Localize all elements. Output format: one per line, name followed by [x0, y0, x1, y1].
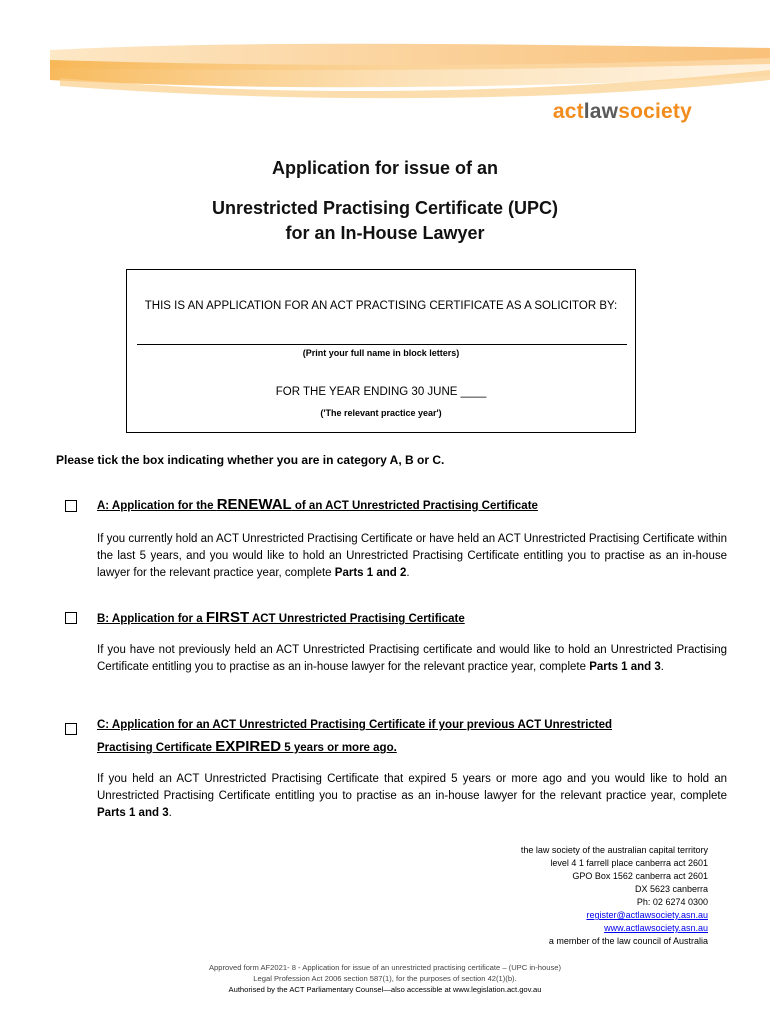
category-c-checkbox[interactable] — [65, 723, 77, 735]
email-link[interactable]: register@actlawsociety.asn.au — [586, 910, 708, 920]
page-title-line-1: Application for issue of an — [271, 158, 499, 178]
category-instruction: Please tick the box indicating whether you are in category A, B or C. — [56, 453, 445, 467]
header-banner-swoosh — [0, 40, 770, 100]
applicant-details-box — [126, 269, 636, 433]
category-a-description: If you currently hold an ACT Unrestricted Practising Certificate or have held an ACT Unrestricted Practising Certificate within the last 5 years, and you would like to hold an Unrestricted Practising Certificate entitling you to practise as an in-house lawyer for the relevant practice year, complete Parts 1 and 2. — [97, 533, 727, 579]
category-a-heading: A: Application for the RENEWAL of an ACT Unrestricted Practising Certificate — [97, 496, 538, 513]
category-c-heading: C: Application for an ACT Unrestricted Practising Certificate if your previous ACT Unrestricted Practising Certificate EXPIRED 5 years or more ago. — [97, 719, 613, 755]
website-link[interactable]: www.actlawsociety.asn.au — [604, 923, 708, 933]
full-name-hint: (Print your full name in block letters) — [302, 348, 460, 358]
category-a-checkbox[interactable] — [65, 500, 77, 512]
page-title-line-2: Unrestricted Practising Certificate (UPC) — [211, 198, 559, 218]
category-b-description: If you have not previously held an ACT Unrestricted Practising certificate and would like to hold an Unrestricted Practising Certificate entitling you to practise as an in-house lawyer for the relevant practice year, complete Parts 1 and 3. — [97, 644, 727, 673]
year-ending-field[interactable]: FOR THE YEAR ENDING 30 JUNE ____ — [275, 386, 487, 398]
page-title-line-3: for an In-House Lawyer — [285, 223, 485, 243]
actlawsociety-logo: actlawsociety — [552, 100, 692, 123]
law-society-address: the law society of the australian capital territory level 4 1 farrell place canberra act 2601 GPO Box 1562 canberra act 2601 DX 5623 canberra Ph: 02 6274 0300 register@actlawsociety.asn.au www.actlawsociety.asn.au a member of the law council of Australia — [520, 845, 708, 946]
relevant-year-hint: ('The relevant practice year') — [320, 408, 442, 418]
category-c-description: If you held an ACT Unrestricted Practising Certificate that expired 5 years or more ago and you would like to hold an Unrestricted Practising Certificate entitling you to practise as an in-house lawyer for the relevant practice year, complete Parts 1 and 3. — [97, 773, 727, 819]
full-name-field-line[interactable] — [137, 344, 627, 345]
category-b-checkbox[interactable] — [65, 612, 77, 624]
category-b-heading: B: Application for a FIRST ACT Unrestricted Practising Certificate — [97, 609, 465, 626]
box-intro-text: THIS IS AN APPLICATION FOR AN ACT PRACTISING CERTIFICATE AS A SOLICITOR BY: — [144, 300, 618, 312]
form-footer: Approved form AF2021- 8 - Application for issue of an unrestricted practising certificate – (UPC in-house) Legal Profession Act 2006 section 587(1), for the purposes of section 42(1)(b). Authorised by the ACT Parliamentary Counsel—also accessible at www.legislation.act.gov.au — [208, 963, 561, 994]
